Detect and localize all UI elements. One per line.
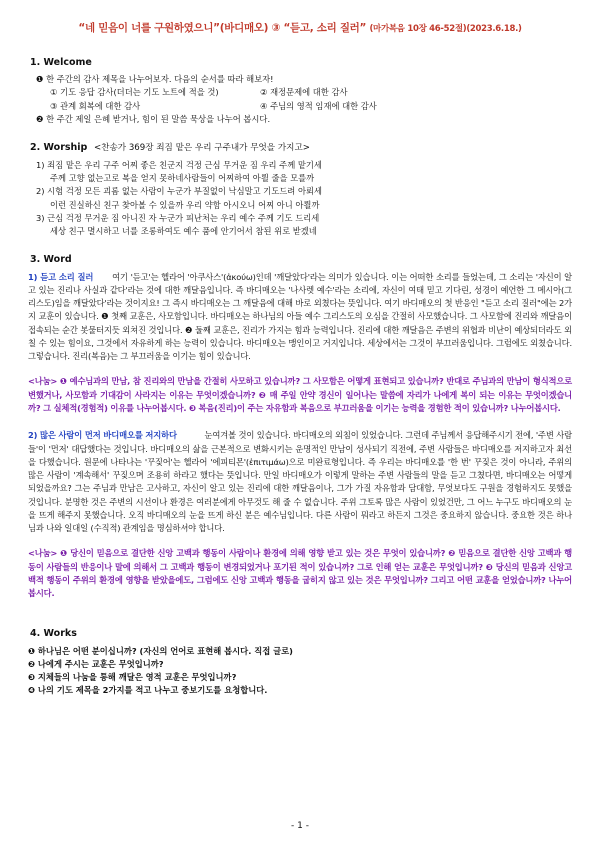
welcome-item: ④ 주님의 영적 임재에 대한 감사 <box>260 100 377 111</box>
word-heading: 3. Word <box>30 254 72 266</box>
welcome-section <box>28 55 572 126</box>
welcome-heading: 1. Welcome <box>30 56 92 68</box>
word-paragraph-2 <box>28 429 572 535</box>
worship-heading <box>30 140 572 156</box>
welcome-line-2: ❷ 한 주간 제일 은혜 받거나, 힘이 된 말씀 묵상을 나누어 봅시다. <box>36 113 271 124</box>
works-item: ❶ 하나님은 어떤 분이십니까? (자신의 언어로 표현해 봅시다. 직접 글로) <box>28 645 293 656</box>
page-number: - 1 - <box>291 820 309 831</box>
hymn-line: 세상 친구 멸시하고 너를 조롱하여도 예수 품에 안기어서 참된 위로 받겠네 <box>50 226 317 237</box>
works-heading: 4. Works <box>30 628 77 640</box>
welcome-items <box>28 86 572 113</box>
worship-heading-label: 2. Worship <box>30 142 88 154</box>
title-reference: (마가복음 10장 46-52절)(2023.6.18.) <box>369 24 522 34</box>
word-paragraph-1 <box>28 271 572 364</box>
page-title <box>28 20 572 37</box>
welcome-item: ② 재정문제에 대한 감사 <box>260 87 348 98</box>
hymn-line: 주께 고향 없는고로 복을 얻지 못하네사람들이 어찌하여 아뢸 줄을 모를까 <box>50 173 315 184</box>
hymn-line: 이런 진실하신 친구 찾아볼 수 있을까 우리 약함 아시오니 어찌 아니 아뢸까 <box>50 199 320 210</box>
share-question-2: <나눔> ❶ 당신이 믿음으로 결단한 신앙 고백과 행동이 사람이나 환경에 의해 영향 받고 있는 것은 무엇이 있습니까? ❷ 믿음으로 결단한 신앙 고백과 행동이 사람들의 반응이나 말에 의해서 그 고백과 행동이 변경되었거나 포기된 적이 있습니까? 그로 인해 얻는 교훈은 무엇입니까? ❸ 당신의 믿음과 신앙고백적 행동이 주위의 환경에 영향을 받았을에도, 그럼에도 신앙 고백과 행동을 굽히지 않고 있는 것은 무엇입니까? 그리고 어떤 교훈을 얻었습니까? 나누어 봅시다. <box>28 548 572 599</box>
word-paragraph-1-body: 여기 '듣고'는 헬라어 '아쿠사스'(ἀκούω)인데 '깨달았다'라는 의미가 있습니다. 이는 어떠한 소리를 들었는데, 그 소리는 '자신이 알고 있는 진리나 사실과 같다'라는 것에 대한 깨달음입니다. 즉 바디매오는 '나사렛 예수'라는 소리에, 자신이 여태 믿고 기다린, 성경이 예언한 그 메시아(그리스도)임을 깨달았다'라는 것이지요! 그 즉시 바디매오는 그 깨달음에 대해 바로 외쳤다는 뜻입니다. 여기 바디매오의 첫 반응인 "듣고 소리 질러"에는 2가지 교훈이 있습니다. ❶ 첫째 교훈은, 사모함입니다. 바디매오는 하나님의 아들 예수 그리스도의 오심을 간절히 사모했습니다. 그 사모함에 진리와 깨달음이 접속되는 순간 봇물터지듯 외쳐진 것입니다. ❷ 둘째 교훈은, 진리가 가지는 힘과 능력입니다. 진리에 대한 깨달음은 주변의 위협과 비난이 예상되더라도 외칠 수 있는 힘이요, 그것에서 자유하게 하는 능력이 있습니다. 바디매오는 맹인이고 거지입니다. 세상에서는 그것이 부끄러움입니다. 그럼에도 외쳤습니다. 그렇습니다. 진리(복음)는 그 부끄러움을 이기는 힘이 있습니다. <box>28 271 572 362</box>
worship-subtitle: <찬송가 369장 죄짐 맡은 우리 구주내가 무엇을 가지고> <box>93 143 310 154</box>
share-question-1: <나눔> ❶ 예수님과의 만남, 참 진리와의 만남을 간절히 사모하고 있습니까? 그 사모함은 어떻게 표현되고 있습니까? 반대로 주님과의 만남이 형식적으로 변했거나, 사모함과 기대감이 사라지는 이유는 무엇이겠습니까? ❷ 매 주일 안약 경신이 일어나는 말씀에 자리가 나에게 복이 되는 이유는 무엇이겠습니까? 그 실체적(경험적) 이유를 나누어봅시다. ❸ 복음(진리)이 주는 자유함과 복음으로 부끄러움을 이기는 능력을 경험한 적이 있습니까? 나누어봅시다. <box>28 376 572 413</box>
worship-section <box>28 140 572 238</box>
word-paragraph-2-body: 눈여겨볼 것이 있습니다. 바디매오의 외침이 있었습니다. 그런데 주님께서 응답해주시기 전에, '주변 사람들'이 '먼저' 대답했다는 것입니다. 바디매오의 삶을 근본적으로 변화시키는 운명적인 만남이 성사되기 직전에, 주변 사람들은 바디매오를 저지하고자 최선을 다했습니다. 원문에 나타나는 '꾸짖어'는 헬라어 '에피티몬'(ἐπιτιμάω)으로 미완료형입니다. 즉 우리는 바디매오를 '한 번' 꾸짖은 것이 아니라, 주위의 많은 사람이 '계속해서' 꾸짖으며 조용히 하라고 했다는 뜻입니다. 만일 바디매오가 이렇게 말하는 주변 사람들의 말을 듣고 그쳤다면, 바디매오는 어떻게 되었을까요? 그는 주님과 만남은 고사하고, 자신이 알고 있는 진리에 대한 깨달음이나, 그가 가질 자유함과 담대함, 무엇보다도 구원을 경험하지도 못했을 것입니다. 분명한 것은 주변의 시선이나 환경은 여러분에게 아무것도 해 줄 수 없습니다. 주위 그토록 많은 사람이 있었건만, 그 어느 누구도 바디매오의 눈을 뜨게 해주지 못했습니다. 오직 바디매오의 눈을 뜨게 하신 분은 예수님입니다. 다른 사람이 뭐라고 하든지 그것은 중요하지 않습니다. 중요한 것은 하나님과 나와 일대일 (수직적) 관계임을 명심하셔야 합니다. <box>28 430 573 534</box>
welcome-item: ③ 관계 회복에 대한 감사 <box>50 100 141 111</box>
works-section <box>28 626 572 697</box>
word-paragraph-1-heading: 1) 듣고 소리 질러 <box>28 271 94 282</box>
word-paragraph-2-heading: 2) 많은 사람이 먼저 바디매오를 저지하다 <box>28 430 177 441</box>
welcome-item: ① 기도 응답 감사(더더는 기도 노트에 적을 것) <box>50 87 219 98</box>
works-item: ❸ 지체들의 나눔을 통해 깨달은 영적 교훈은 무엇입니까? <box>28 672 237 683</box>
title-main: “네 믿음이 너를 구원하였으니”(바디매오) ③ “듣고, 소리 질러” <box>78 22 367 34</box>
works-item: ❹ 나의 기도 제목을 2가지를 적고 나누고 중보기도를 요청합니다. <box>28 685 268 696</box>
welcome-line-1: ❶ 한 주간의 감사 제목을 나누어보자. 다음의 순서를 따라 해보자! <box>36 73 274 84</box>
hymn-line: 1) 죄짐 맡은 우리 구주 어찌 좋은 친군지 걱정 근심 무거운 짐 우리 주께 맡기세 <box>36 159 322 170</box>
hymn-line: 3) 근심 걱정 무거운 짐 아니진 자 누군가 피난처는 우리 예수 주께 기도 드리세 <box>36 212 320 223</box>
hymn-line: 2) 시험 걱정 모든 괴롬 없는 사람이 누군가 부질없이 낙심말고 기도드려 아뢰세 <box>36 186 322 197</box>
works-item: ❷ 나에게 주시는 교훈은 무엇입니까? <box>28 658 164 669</box>
word-section <box>28 252 572 600</box>
